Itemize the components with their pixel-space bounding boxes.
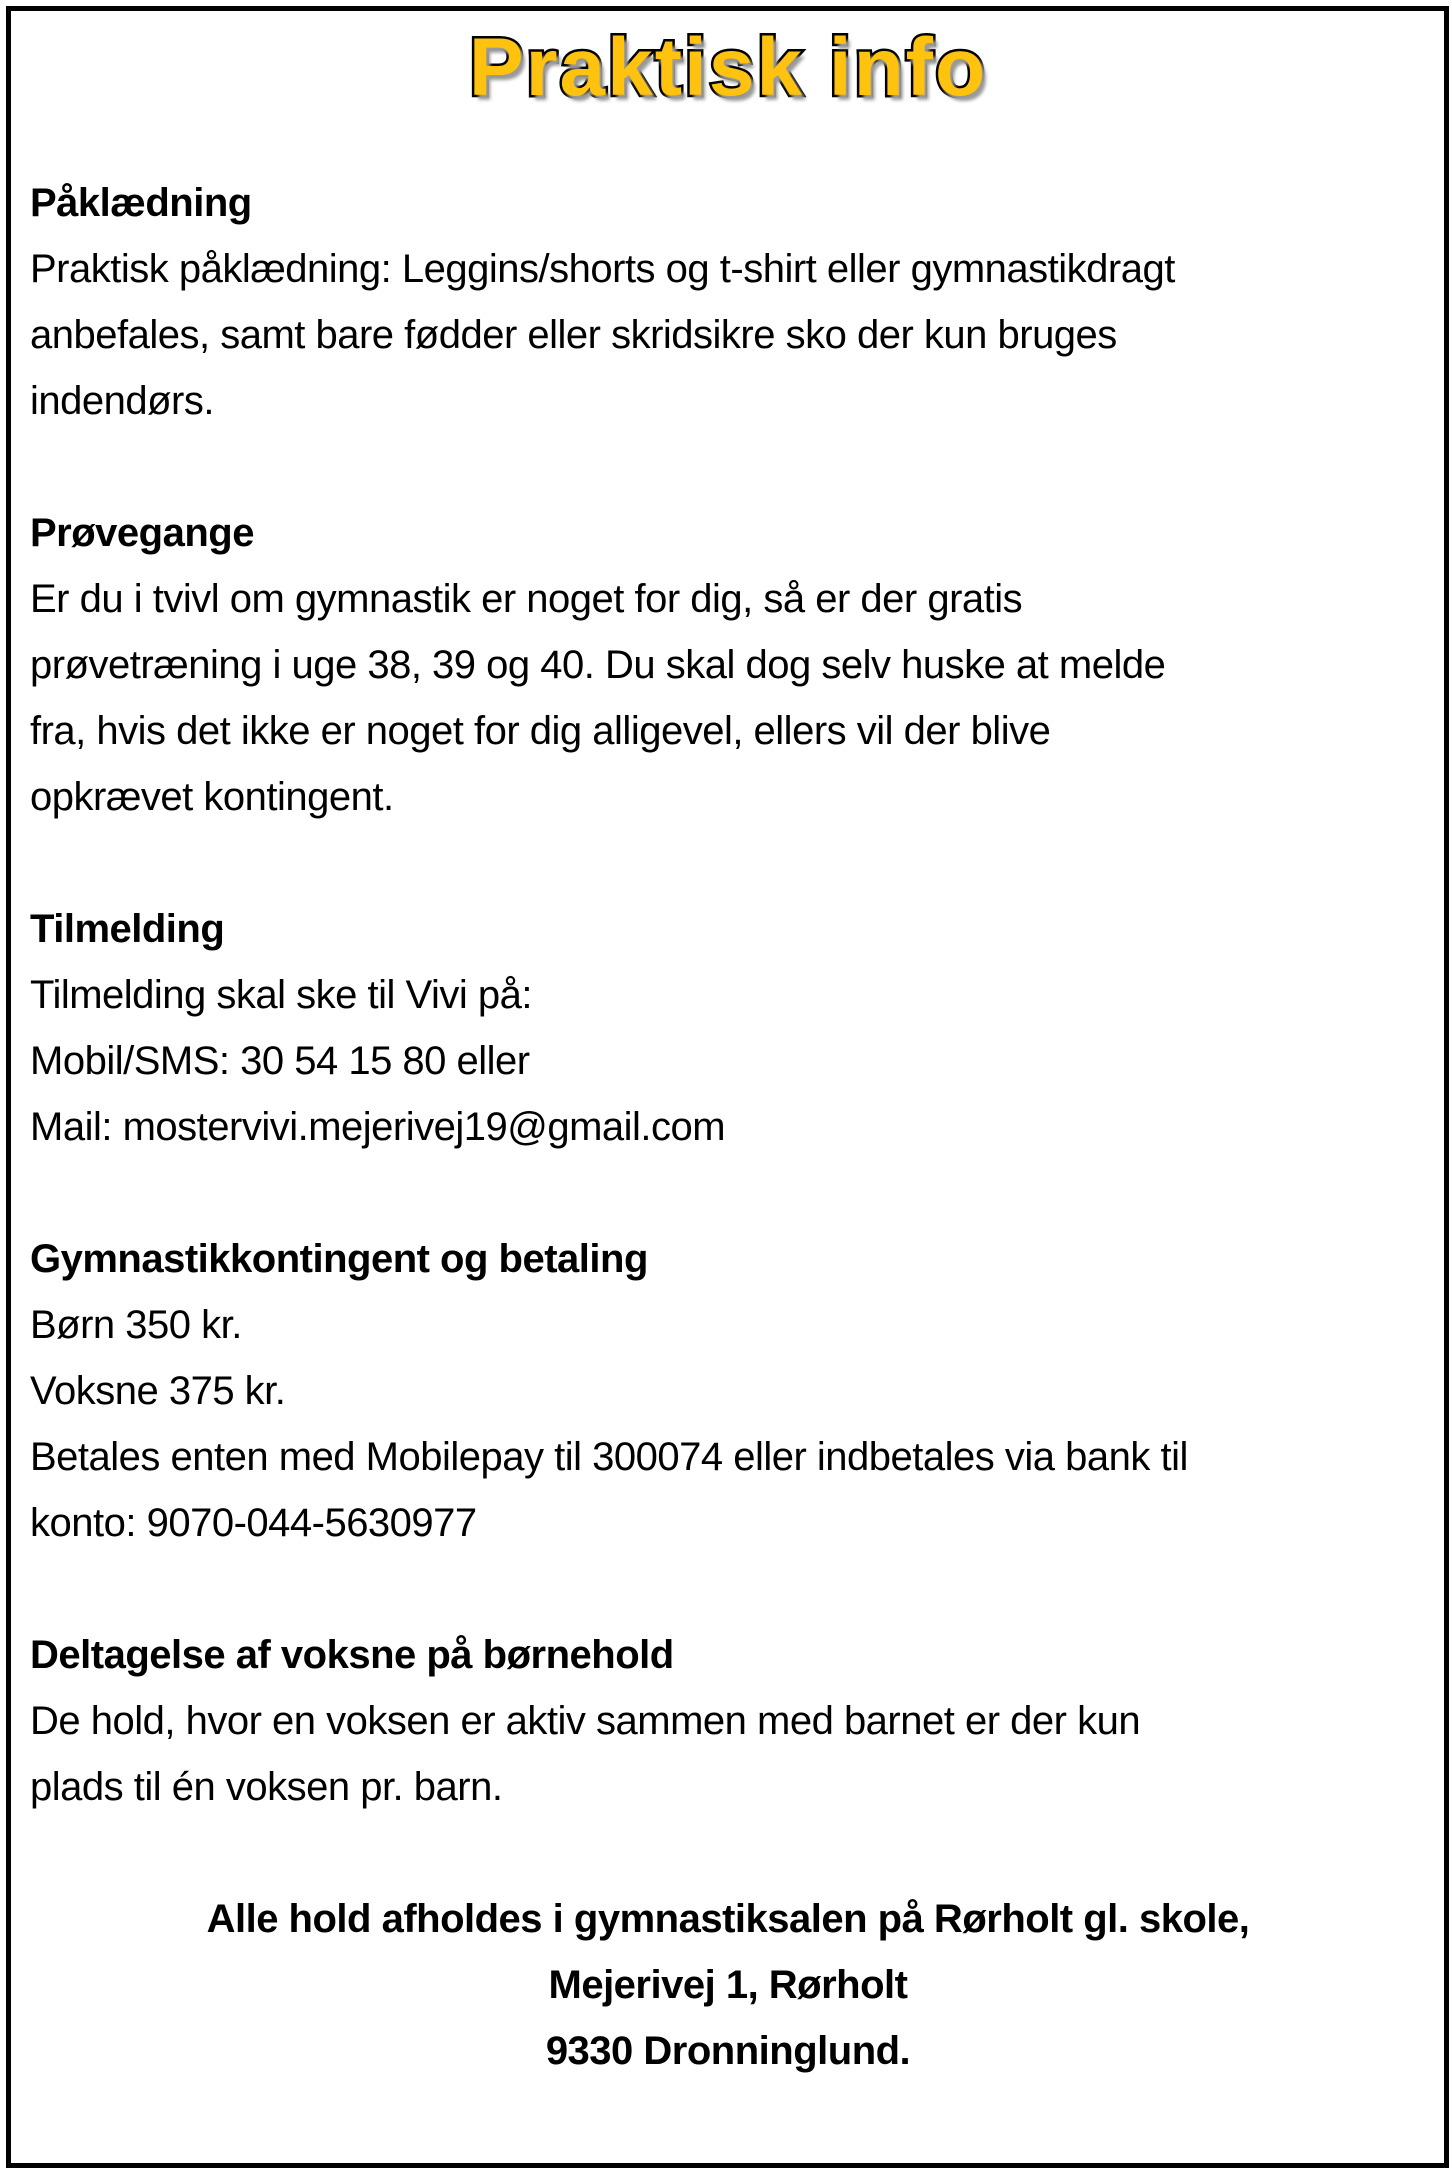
section-heading: Påklædning [30, 181, 252, 225]
section-heading: Gymnastikkontingent og betaling [30, 1237, 648, 1281]
contact-phone-line: Mobil/SMS: 30 54 15 80 eller [30, 1039, 530, 1083]
body-line: Praktisk påklædning: Leggins/shorts og t-shirt eller gymnastikdragt [30, 247, 1175, 291]
body-line: opkrævet kontingent. [30, 775, 394, 819]
body-line: prøvetræning i uge 38, 39 og 40. Du skal dog selv huske at melde [30, 643, 1166, 687]
body-line: fra, hvis det ikke er noget for dig alligevel, ellers vil der blive [30, 709, 1051, 753]
section-heading: Deltagelse af voksne på børnehold [30, 1633, 674, 1677]
body-line: Er du i tvivl om gymnastik er noget for dig, så er der gratis [30, 577, 1023, 621]
section-tilmelding [30, 896, 1426, 1160]
body-line: De hold, hvor en voksen er aktiv sammen med barnet er der kun [30, 1699, 1141, 1743]
body-line: Tilmelding skal ske til Vivi på: [30, 973, 532, 1017]
price-children-line: Børn 350 kr. [30, 1303, 242, 1347]
section-paklaedning [30, 170, 1426, 434]
section-deltagelse [30, 1622, 1426, 1820]
bank-account-line: konto: 9070-044-5630977 [30, 1501, 477, 1545]
flyer-title: Praktisk info [468, 22, 988, 113]
section-heading: Prøvegange [30, 511, 254, 555]
location-footer [30, 1886, 1426, 2084]
flyer-content [30, 18, 1426, 2084]
footer-line-street: Mejerivej 1, Rørholt [548, 1963, 908, 2007]
footer-line-venue: Alle hold afholdes i gymnastiksalen på Rørholt gl. skole, [206, 1897, 1250, 1941]
payment-line: Betales enten med Mobilepay til 300074 eller indbetales via bank til [30, 1435, 1188, 1479]
section-provegange [30, 500, 1426, 830]
section-kontingent [30, 1226, 1426, 1556]
contact-email-line: Mail: mostervivi.mejerivej19@gmail.com [30, 1105, 726, 1149]
body-line: anbefales, samt bare fødder eller skridsikre sko der kun bruges [30, 313, 1117, 357]
section-heading: Tilmelding [30, 907, 225, 951]
price-adults-line: Voksne 375 kr. [30, 1369, 286, 1413]
body-line: plads til én voksen pr. barn. [30, 1765, 503, 1809]
footer-line-city: 9330 Dronninglund. [545, 2029, 911, 2073]
body-line: indendørs. [30, 379, 214, 423]
